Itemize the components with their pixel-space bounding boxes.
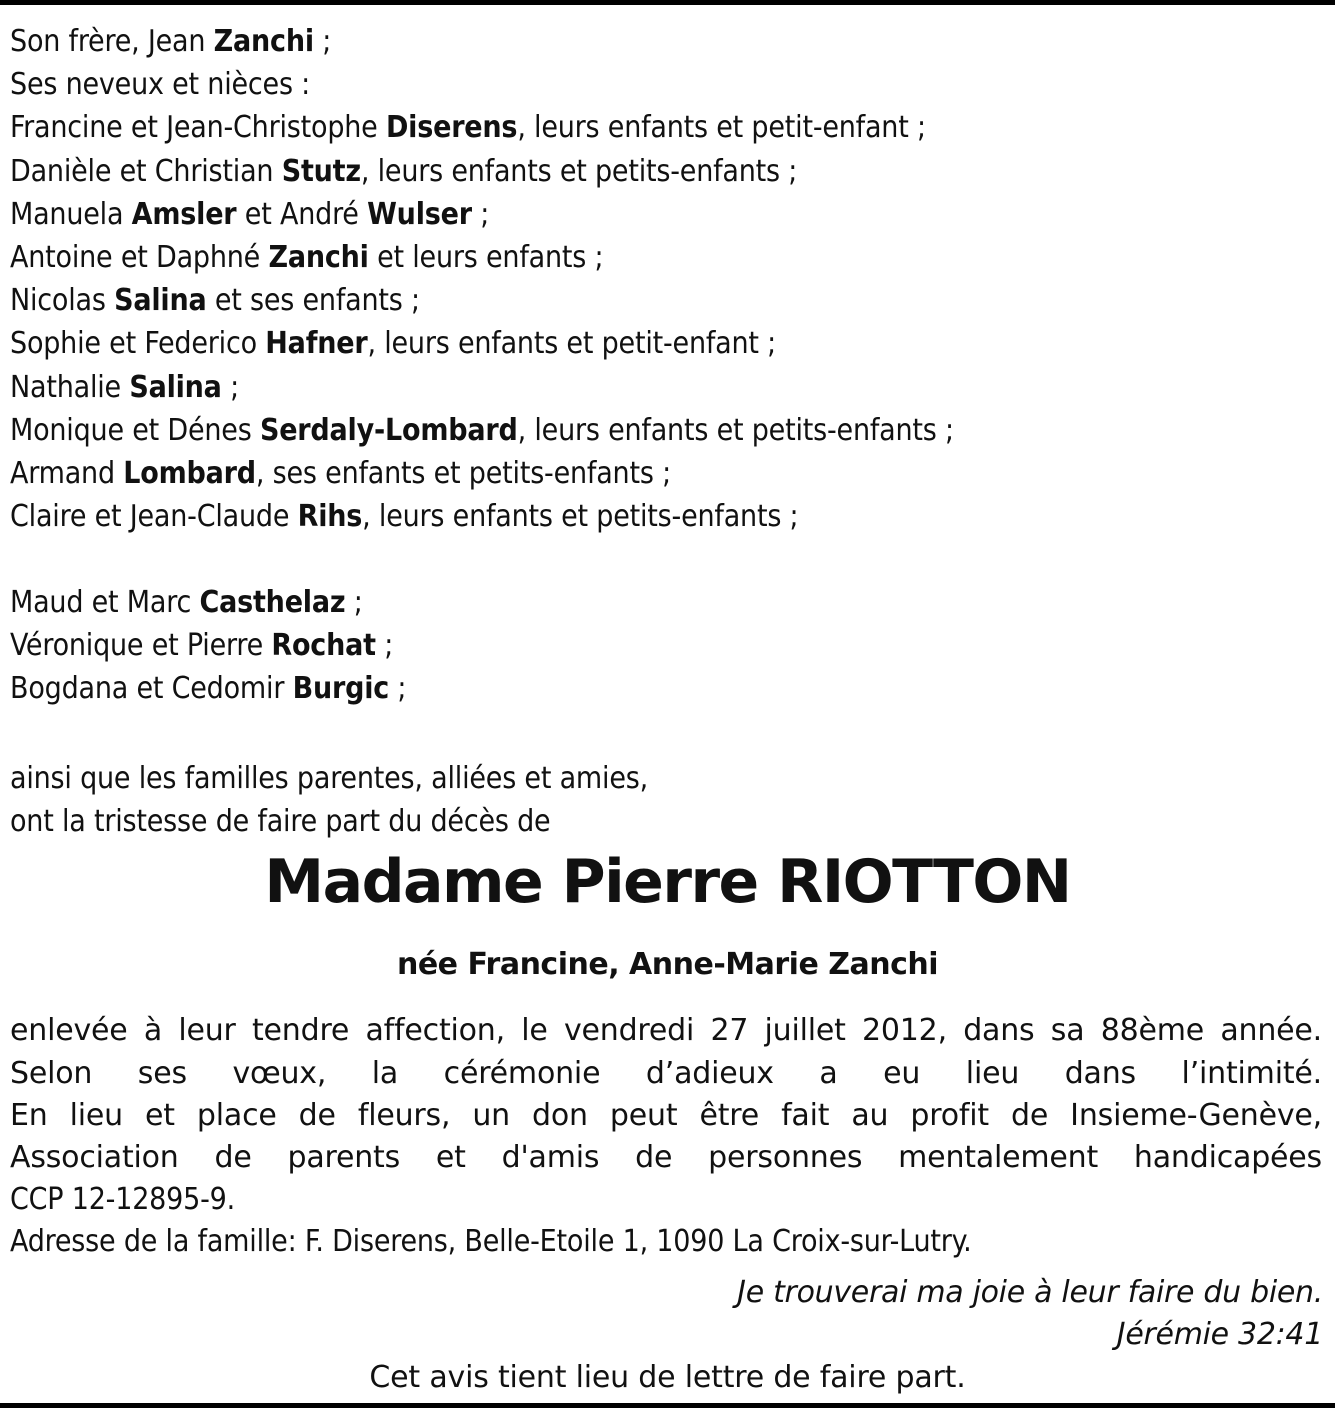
- text-segment: et ses enfants ;: [206, 283, 420, 319]
- quote-source: Jérémie 32:41: [1116, 1317, 1323, 1352]
- surname: Zanchi: [213, 24, 314, 59]
- family-line: [10, 452, 671, 495]
- body-line-5: CCP 12-12895-9.: [10, 1182, 235, 1217]
- text-segment: Claire et Jean-Claude: [10, 499, 298, 535]
- birth-name: née Francine, Anne-Marie Zanchi: [396, 947, 939, 982]
- family-line: [10, 322, 776, 365]
- surname: Casthelaz: [199, 585, 346, 620]
- surname: Amsler: [131, 196, 237, 232]
- surname: Zanchi: [268, 240, 369, 275]
- surname: Lombard: [123, 456, 256, 491]
- surname: Rihs: [297, 499, 363, 535]
- family-line: [10, 366, 239, 409]
- deceased-name: Madame Pierre RIOTTON: [264, 847, 1071, 917]
- text-segment: Véronique et Pierre: [10, 628, 272, 664]
- quote-text: Je trouverai ma joie à leur faire du bien.: [737, 1275, 1323, 1310]
- family-line: [10, 495, 798, 538]
- bottom-rule: [0, 1403, 1335, 1408]
- body-line-4: Association de parents et d'amis de personnes mentalement handicapées: [10, 1140, 1322, 1175]
- text-segment: , ses enfants et petits-enfants ;: [255, 456, 671, 491]
- family-line: [10, 409, 954, 452]
- family-address: Adresse de la famille: F. Diserens, Belle-Etoile 1, 1090 La Croix-sur-Lutry.: [10, 1224, 972, 1259]
- surname: Rochat: [271, 628, 376, 664]
- text-segment: Danièle et Christian: [10, 153, 282, 189]
- text-segment: Monique et Dénes: [10, 412, 260, 448]
- text-segment: Armand: [10, 456, 124, 491]
- body-line-3: En lieu et place de fleurs, un don peut être fait au profit de Insieme-Genève,: [10, 1098, 1322, 1133]
- family-line: [10, 236, 603, 279]
- text-segment: ;: [471, 196, 490, 232]
- surname: Stutz: [281, 153, 361, 189]
- friend-line: [10, 624, 393, 667]
- friend-line: [10, 667, 406, 710]
- text-segment: Nathalie: [10, 369, 130, 405]
- surname: Hafner: [265, 326, 368, 362]
- text-segment: ;: [221, 369, 239, 405]
- text-segment: Antoine et Daphné: [10, 240, 269, 275]
- body-line-1: enlevée à leur tendre affection, le vendredi 27 juillet 2012, dans sa 88ème année.: [10, 1013, 1322, 1048]
- surname: Serdaly-Lombard: [259, 412, 518, 448]
- top-rule: [0, 0, 1335, 5]
- family-line: [10, 193, 489, 236]
- text-segment: Ses neveux et nièces :: [10, 67, 311, 103]
- surname: Diserens: [385, 110, 518, 146]
- intro-line-1: ainsi que les familles parentes, alliées et amies,: [10, 761, 648, 796]
- text-segment: et leurs enfants ;: [368, 240, 604, 275]
- text-segment: ;: [313, 24, 332, 59]
- text-segment: ;: [389, 671, 407, 707]
- family-line: [10, 63, 310, 106]
- text-segment: ;: [375, 628, 394, 664]
- text-segment: , leurs enfants et petit-enfant ;: [367, 326, 777, 362]
- surname: Salina: [129, 369, 222, 405]
- notice-line: Cet avis tient lieu de lettre de faire part.: [369, 1360, 966, 1395]
- surname: Wulser: [367, 196, 472, 232]
- text-segment: , leurs enfants et petit-enfant ;: [517, 110, 926, 146]
- text-segment: Bogdana et Cedomir: [10, 671, 293, 707]
- text-segment: Manuela: [10, 196, 132, 232]
- text-segment: Son frère, Jean: [10, 24, 214, 59]
- family-line: [10, 150, 797, 193]
- family-line: [10, 20, 331, 63]
- text-segment: , leurs enfants et petits-enfants ;: [360, 153, 798, 189]
- text-segment: , leurs enfants et petits-enfants ;: [362, 499, 799, 535]
- text-segment: Francine et Jean-Christophe: [10, 110, 386, 146]
- friend-line: [10, 581, 363, 624]
- text-segment: et André: [236, 196, 368, 232]
- text-segment: Nicolas: [10, 283, 115, 319]
- surname: Salina: [114, 283, 207, 319]
- surname: Burgic: [292, 671, 390, 707]
- family-line: [10, 279, 420, 322]
- text-segment: Maud et Marc: [10, 585, 200, 620]
- family-line: [10, 106, 926, 149]
- text-segment: ;: [345, 585, 363, 620]
- intro-line-2: ont la tristesse de faire part du décès de: [10, 804, 551, 839]
- body-line-2: Selon ses vœux, la cérémonie d’adieux a eu lieu dans l’intimité.: [10, 1056, 1322, 1091]
- text-segment: Sophie et Federico: [10, 326, 266, 362]
- text-segment: , leurs enfants et petits-enfants ;: [517, 412, 954, 448]
